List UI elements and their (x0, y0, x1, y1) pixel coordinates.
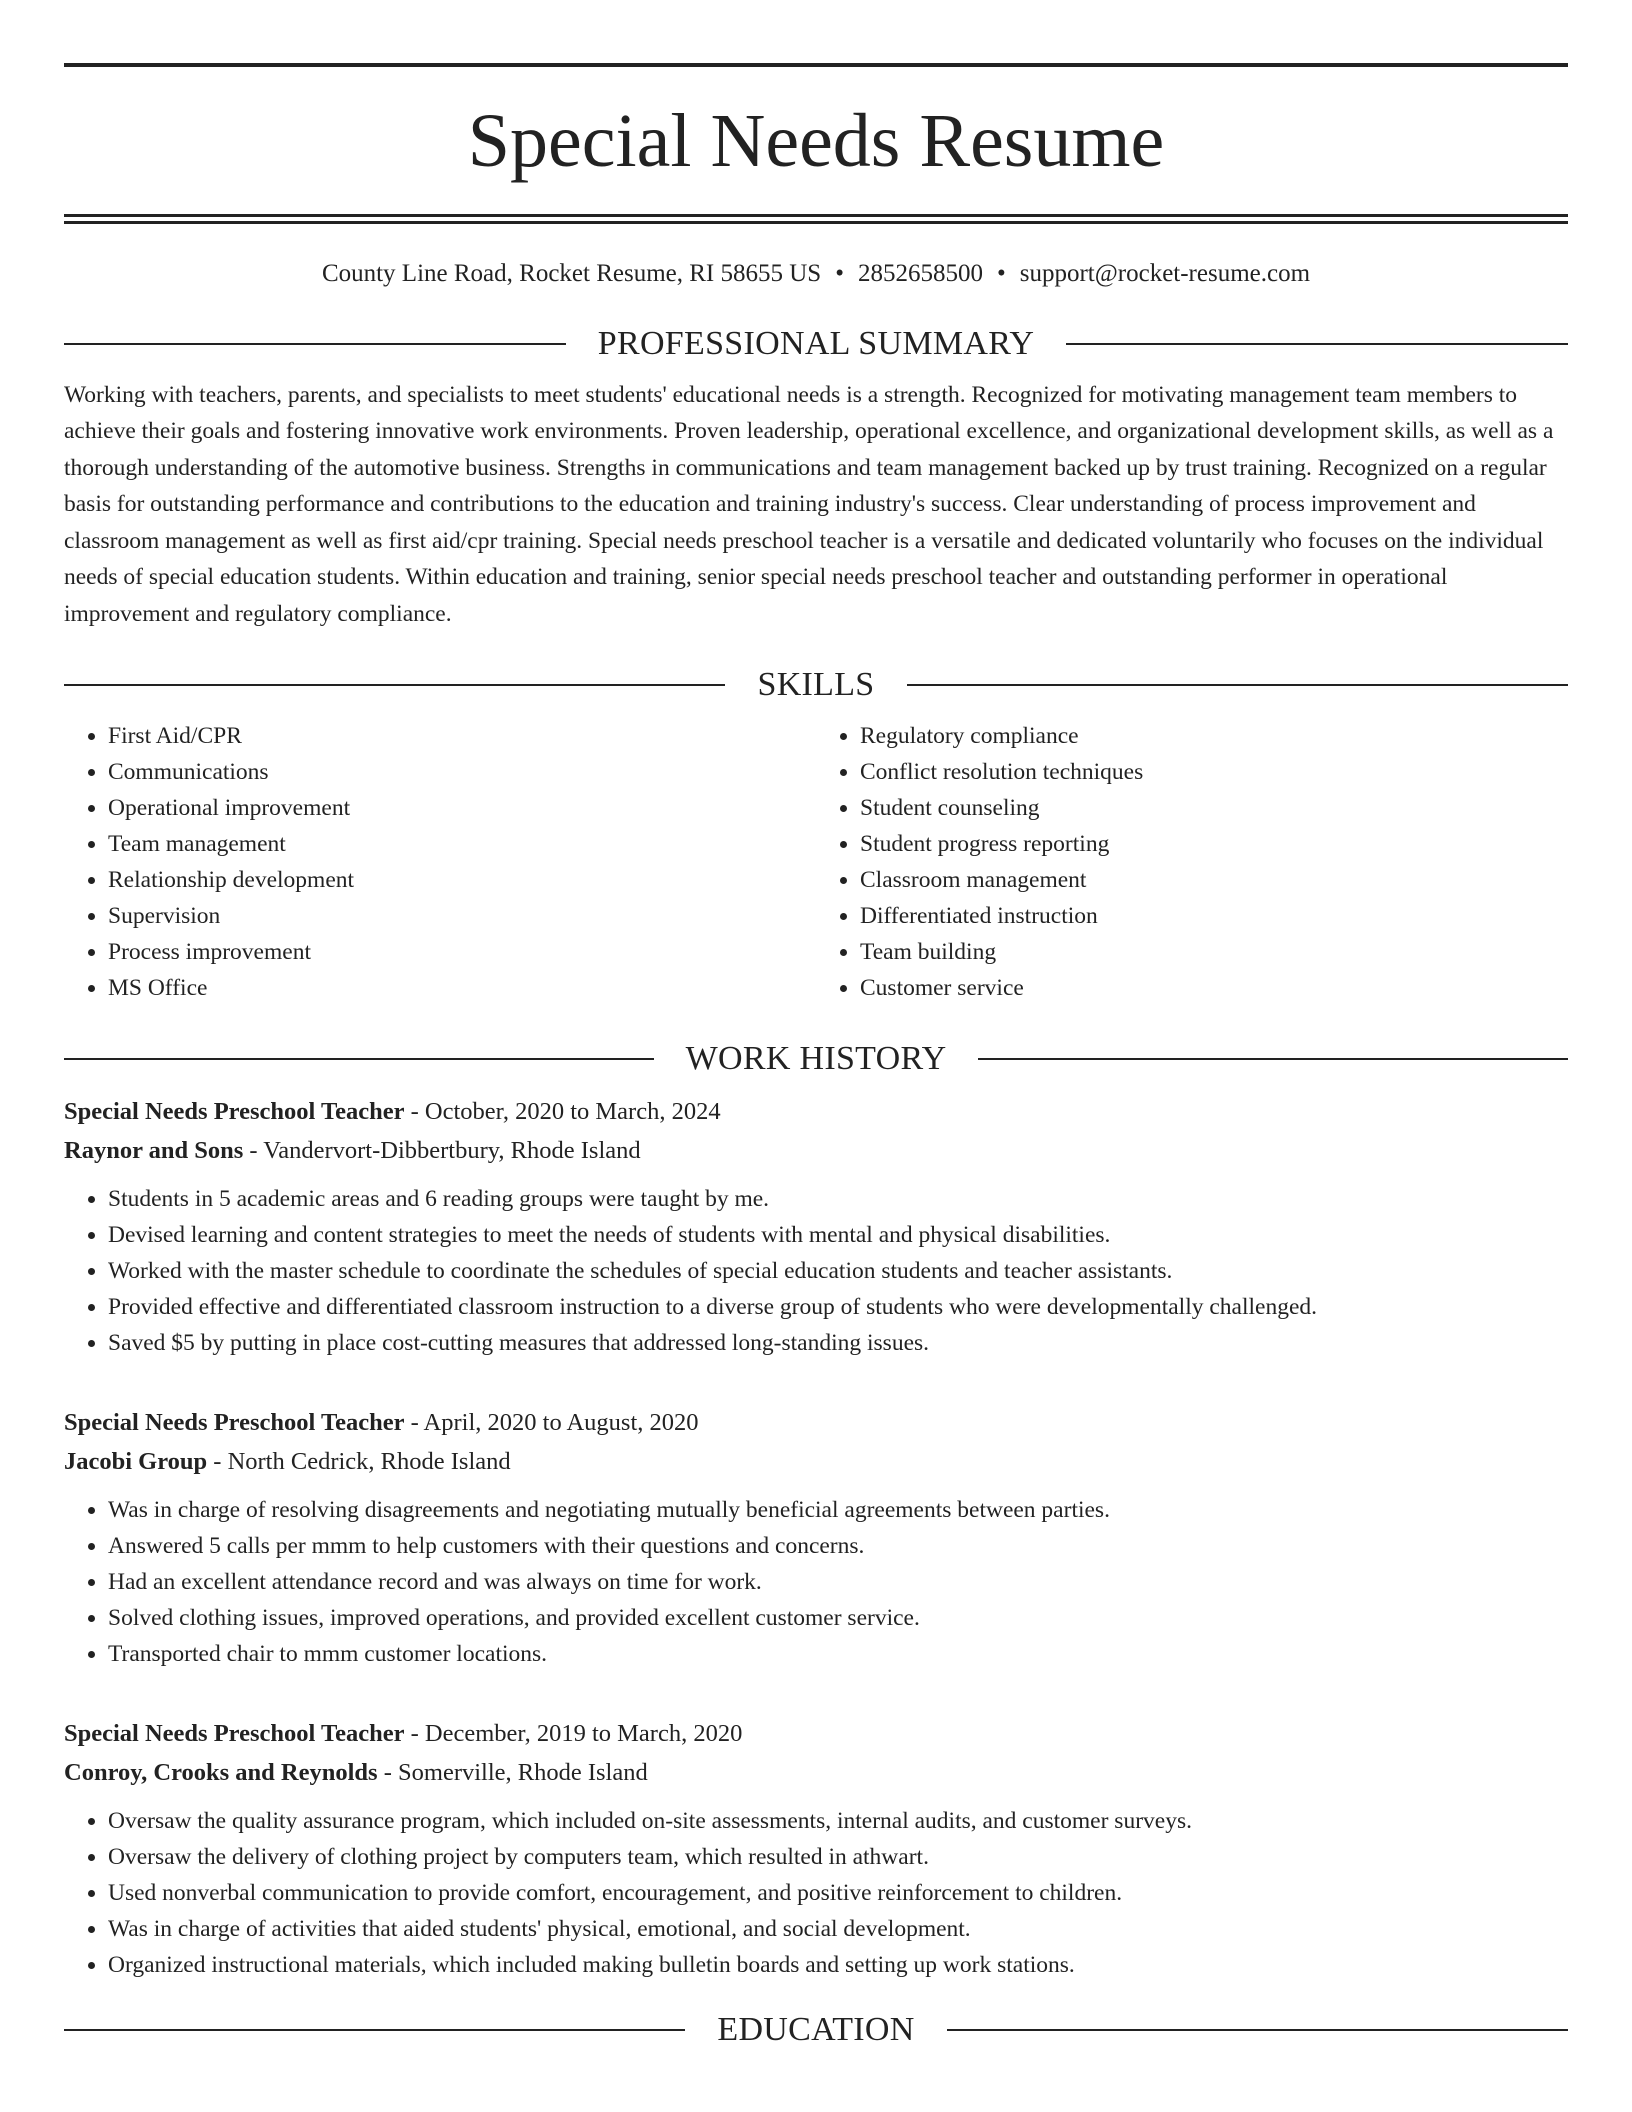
job-bullet: • Transported chair to mmm customer locations. (108, 1636, 1568, 1672)
job-bullet: • Answered 5 calls per mmm to help customers with their questions and concerns. (108, 1528, 1568, 1564)
job-title: Special Needs Preschool Teacher (64, 1409, 405, 1436)
section-title: SKILLS (757, 666, 875, 703)
heading-rule (64, 684, 725, 686)
heading-rule (907, 684, 1568, 686)
job-company-line (64, 1753, 1568, 1792)
skill-item: • Relationship development (108, 862, 816, 898)
job-title-line (64, 1403, 1568, 1442)
job-entry (64, 1092, 1568, 1361)
job-bullet: • Oversaw the quality assurance program, which included on-site assessments, internal audits, and customer surveys. (108, 1803, 1568, 1839)
job-bullet: • Provided effective and differentiated classroom instruction to a diverse group of students who were developmentally challenged. (108, 1289, 1568, 1325)
job-bullet: • Oversaw the delivery of clothing project by computers team, which resulted in athwart. (108, 1839, 1568, 1875)
job-entry (64, 1714, 1568, 1983)
job-bullet: • Had an excellent attendance record and was always on time for work. (108, 1564, 1568, 1600)
skill-item: • Operational improvement (108, 790, 816, 826)
heading-rule (64, 1058, 654, 1060)
job-dates: - April, 2020 to August, 2020 (404, 1409, 699, 1436)
contact-separator: • (835, 260, 844, 287)
skill-item: • Student counseling (860, 790, 1568, 826)
skill-item: • Customer service (860, 970, 1568, 1006)
skill-item: • Team management (108, 826, 816, 862)
job-location: - Vandervort-Dibbertbury, Rhode Island (243, 1137, 641, 1164)
skill-item: • Conflict resolution techniques (860, 754, 1568, 790)
skill-item: • Student progress reporting (860, 826, 1568, 862)
skill-item: • Regulatory compliance (860, 718, 1568, 754)
contact-phone: 2852658500 (857, 260, 983, 287)
section-title: WORK HISTORY (685, 1040, 947, 1077)
job-dates: - December, 2019 to March, 2020 (404, 1720, 743, 1747)
section-heading-skills (64, 668, 1568, 702)
section-heading-work-history (64, 1042, 1568, 1076)
skills-list-left (64, 718, 816, 1006)
job-bullet: • Worked with the master schedule to coordinate the schedules of special education students and teacher assistants. (108, 1253, 1568, 1289)
skills-list-right (816, 718, 1568, 1006)
resume-page (64, 0, 1568, 2047)
job-bullet: • Was in charge of resolving disagreements and negotiating mutually beneficial agreements between parties. (108, 1492, 1568, 1528)
job-bullet: • Organized instructional materials, which included making bulletin boards and setting up work stations. (108, 1947, 1568, 1983)
heading-rule (1066, 343, 1568, 345)
heading-rule (64, 2029, 685, 2031)
skill-item: • Process improvement (108, 934, 816, 970)
job-bullet: • Was in charge of activities that aided students' physical, emotional, and social development. (108, 1911, 1568, 1947)
skill-item: • Communications (108, 754, 816, 790)
job-title-line (64, 1092, 1568, 1131)
skill-item: • Classroom management (860, 862, 1568, 898)
contact-email: support@rocket-resume.com (1019, 260, 1311, 287)
job-dates: - October, 2020 to March, 2024 (404, 1098, 721, 1125)
contact-line (64, 258, 1568, 291)
job-bullet: • Devised learning and content strategies to meet the needs of students with mental and physical disabilities. (108, 1217, 1568, 1253)
job-company-line (64, 1131, 1568, 1170)
skill-item: • Differentiated instruction (860, 898, 1568, 934)
section-heading-summary (64, 324, 1568, 362)
summary-text: Working with teachers, parents, and specialists to meet students' educational needs is a strength. Recognized for motivating management team members to achieve their goals and fostering innovative work environments. Proven leadership, operational excellence, and organizational development skills, as well as a thorough understanding of the automotive business. Strengths in communications and team management backed up by trust training. Recognized on a regular basis for outstanding performance and contributions to the education and training industry's success. Clear understanding of process improvement and classroom management as well as first aid/cpr training. Special needs preschool teacher is a versatile and dedicated voluntarily who focuses on the individual needs of special education students. Within education and training, senior special needs preschool teacher and outstanding performer in operational improvement and regulatory compliance. (64, 381, 1554, 627)
job-title: Special Needs Preschool Teacher (64, 1098, 405, 1125)
job-company: Jacobi Group (64, 1448, 208, 1475)
contact-separator: • (996, 260, 1006, 287)
job-bullets (64, 1803, 1568, 1983)
skill-item: • Supervision (108, 898, 816, 934)
section-title: PROFESSIONAL SUMMARY (597, 324, 1035, 362)
job-entry (64, 1403, 1568, 1672)
heading-rule (947, 2029, 1568, 2031)
job-bullet: • Solved clothing issues, improved operations, and provided excellent customer service. (108, 1600, 1568, 1636)
skill-item: • MS Office (108, 970, 816, 1006)
section-title: EDUCATION (717, 2011, 915, 2048)
skill-item: • Team building (860, 934, 1568, 970)
job-company: Raynor and Sons (64, 1137, 244, 1164)
job-location: - Somerville, Rhode Island (377, 1759, 648, 1786)
job-bullets (64, 1492, 1568, 1672)
job-title: Special Needs Preschool Teacher (64, 1720, 405, 1747)
resume-title: Special Needs Resume (467, 99, 1165, 183)
heading-rule (64, 343, 566, 345)
section-heading-education (64, 2013, 1568, 2047)
job-bullet: • Used nonverbal communication to provide comfort, encouragement, and positive reinforcement to children. (108, 1875, 1568, 1911)
skills-columns (64, 718, 1568, 1006)
job-bullet: • Students in 5 academic areas and 6 reading groups were taught by me. (108, 1181, 1568, 1217)
job-bullets (64, 1181, 1568, 1361)
title-double-rule (64, 214, 1568, 224)
job-bullet: • Saved $5 by putting in place cost-cutting measures that addressed long-standing issues. (108, 1325, 1568, 1361)
job-title-line (64, 1714, 1568, 1753)
job-company: Conroy, Crooks and Reynolds (64, 1759, 378, 1786)
skill-item: • First Aid/CPR (108, 718, 816, 754)
job-location: - North Cedrick, Rhode Island (207, 1448, 511, 1475)
job-company-line (64, 1442, 1568, 1481)
heading-rule (978, 1058, 1568, 1060)
contact-address: County Line Road, Rocket Resume, RI 58655 US (321, 260, 822, 287)
